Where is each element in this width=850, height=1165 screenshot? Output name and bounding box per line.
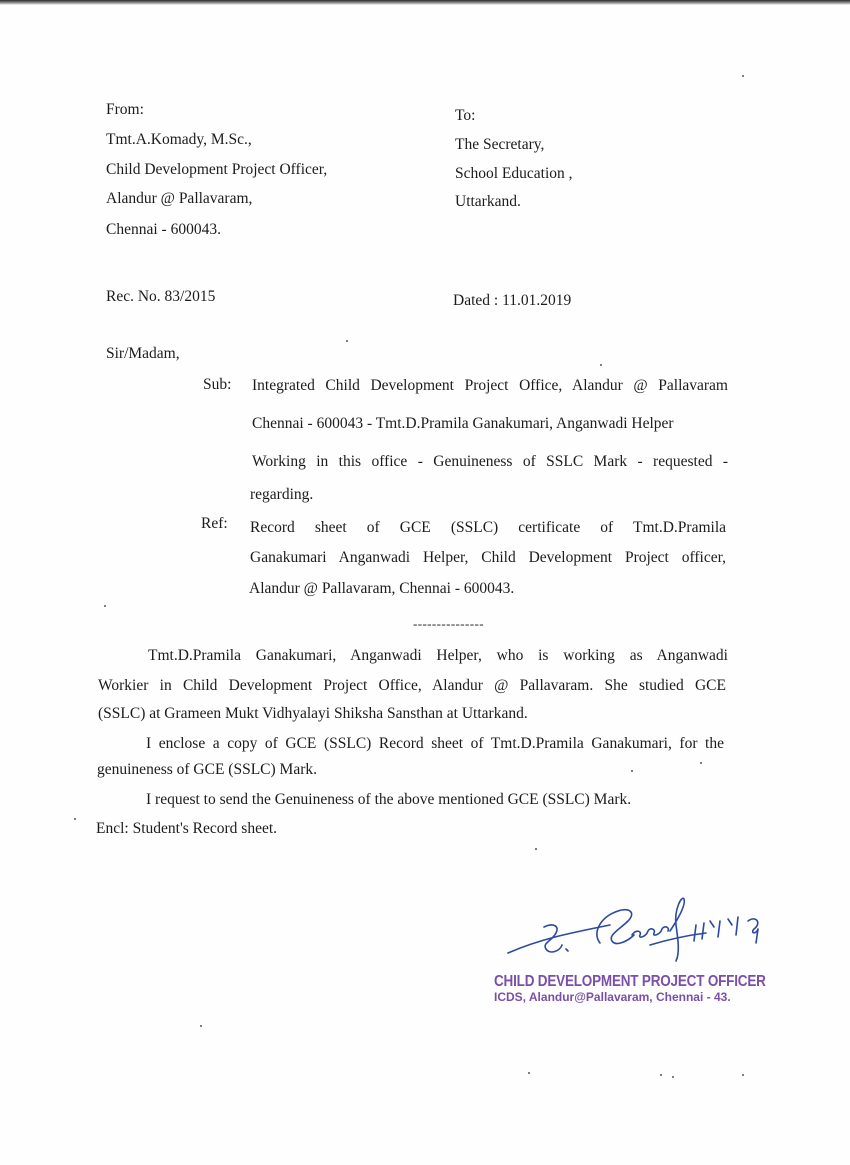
stamp-address: ICDS, Alandur@Pallavaram, Chennai - 43. [494,990,731,1004]
scan-speck [200,1025,202,1027]
letter-date: Dated : 11.01.2019 [453,292,572,309]
sender-designation: Child Development Project Officer, [106,161,328,178]
sender-name: Tmt.A.Komady, M.Sc., [106,131,252,148]
scan-speck [672,1076,674,1078]
scan-speck [74,818,76,820]
subject-line-4: regarding. [250,486,314,503]
separator: --------------- [413,616,484,631]
scan-speck [528,1072,530,1074]
scan-speck [535,848,537,850]
body-p3: I request to send the Genuineness of the above mentioned GCE (SSLC) Mark. [146,791,632,808]
ref-label: Ref: [201,515,228,532]
scan-speck [742,1074,744,1076]
scan-speck [104,605,106,607]
scan-speck [700,762,702,764]
recipient-title: The Secretary, [455,136,545,153]
body-p1-line-2: Workier in Child Development Project Office, Alandur @ Pallavaram. She studied GCE [98,677,726,694]
body-p1-line-1: Tmt.D.Pramila Ganakumari, Anganwadi Helper, who is working as Anganwadi [148,647,728,664]
recipient-dept: School Education , [455,165,573,182]
body-p2-line-1: I enclose a copy of GCE (SSLC) Record sheet of Tmt.D.Pramila Ganakumari, for the [146,735,724,752]
stamp-title: CHILD DEVELOPMENT PROJECT OFFICER [494,972,766,990]
ref-line-1: Record sheet of GCE (SSLC) certificate of Tmt.D.Pramila [250,519,726,536]
salutation: Sir/Madam, [106,345,180,362]
enclosure: Encl: Student's Record sheet. [96,820,278,837]
sender-place: Alandur @ Pallavaram, [106,190,253,207]
signature-mark [500,895,770,975]
scan-speck [660,1074,662,1076]
from-label: From: [106,101,144,118]
scan-speck [631,770,633,772]
subject-line-3: Working in this office - Genuineness of SSLC Mark - requested - [252,453,728,470]
scan-speck [600,364,602,366]
scan-speck [346,340,348,342]
ref-line-3: Alandur @ Pallavaram, Chennai - 600043. [249,580,515,597]
ref-line-2: Ganakumari Anganwadi Helper, Child Development Project officer, [250,549,726,566]
scan-top-edge [0,0,850,5]
subject-line-2: Chennai - 600043 - Tmt.D.Pramila Ganakumari, Anganwadi Helper [252,415,674,432]
scan-speck [742,75,744,77]
subject-line-1: Integrated Child Development Project Office, Alandur @ Pallavaram [252,377,728,394]
subject-label: Sub: [203,376,232,393]
to-label: To: [455,107,476,124]
body-p1-line-3: (SSLC) at Grameen Mukt Vidhyalayi Shiksha Sansthan at Uttarkand. [98,705,528,722]
body-p2-line-2: genuineness of GCE (SSLC) Mark. [97,761,317,778]
recipient-state: Uttarkand. [455,193,521,210]
reference-number: Rec. No. 83/2015 [106,288,216,305]
sender-city: Chennai - 600043. [106,221,221,238]
